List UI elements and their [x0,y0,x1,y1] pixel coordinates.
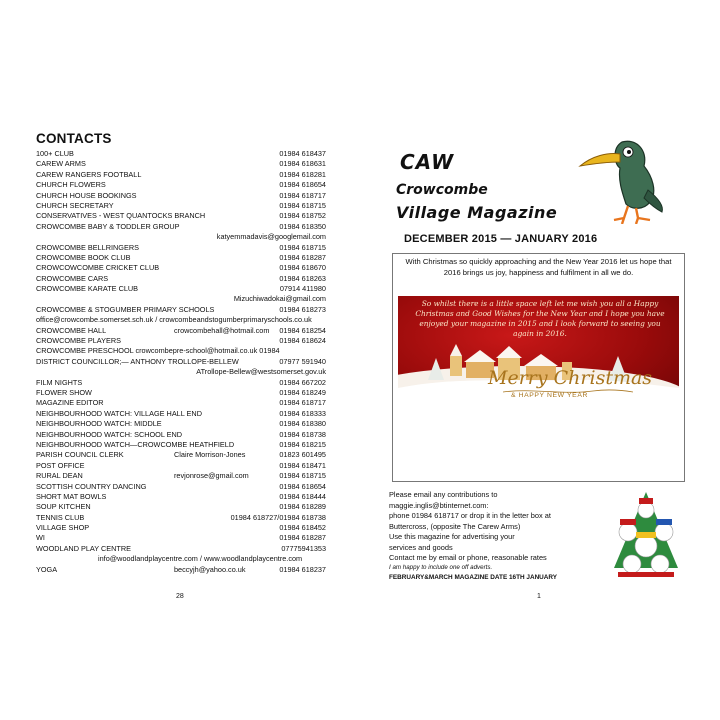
contact-phone: 01984 618654 [279,180,326,190]
contact-row [36,357,326,367]
contact-phone: 01984 618738 [279,429,326,439]
contact-name: TENNIS CLUB [36,512,85,522]
contact-row [36,149,326,159]
contact-phone: 07977 591940 [279,356,326,366]
info-line: phone 01984 618717 or drop it in the letter box at [389,511,551,520]
contact-row [36,388,326,398]
contact-row [36,336,326,346]
merry-christmas-text: Merry Christmas [488,367,653,389]
contact-name: CROWCOMBE PLAYERS [36,336,122,346]
contact-row [36,450,326,460]
contact-phone: 01984 618624 [279,336,326,346]
contact-name: VILLAGE SHOP [36,523,90,533]
contact-phone: 01984 618273 [279,304,326,314]
contact-email: Mizuchiwadokai@gmail.com [233,294,326,304]
page-number-right: 1 [537,593,541,600]
title-crowcombe: Crowcombe [396,182,488,198]
contact-row [36,253,326,263]
contact-phone: 01984 618287 [279,533,326,543]
contact-name: CROWCOWCOMBE CRICKET CLUB [36,263,160,273]
contact-phone: 01984 618237 [279,564,326,574]
contact-list [36,149,326,575]
contact-name: CROWCOMBE BELLRINGERS [36,242,139,252]
contact-row [36,201,326,211]
contact-row [36,346,326,356]
contact-email: ATrollope-Bellew@westsomerset.gov.uk [196,367,326,377]
contact-row [36,263,326,273]
contact-row [36,513,326,523]
contact-name: CONSERVATIVES - WEST QUANTOCKS BRANCH [36,211,206,221]
contact-phone: 07914 411980 [279,284,326,294]
info-line: maggie.inglis@btinternet.com: [389,501,489,510]
contact-row [36,180,326,190]
contact-name: CHURCH FLOWERS [36,180,106,190]
info-line: Buttercross, (opposite The Carew Arms) [389,522,521,531]
contact-phone: 01984 618263 [279,273,326,283]
contact-phone: 01984 618452 [279,523,326,533]
contact-name: WOODLAND PLAY CENTRE [36,543,132,553]
contact-row [36,482,326,492]
contact-row [36,284,326,294]
contact-phone: 01984 618281 [279,169,326,179]
contact-row [36,294,326,304]
contact-row [36,274,326,284]
contact-name: CHURCH SECRETARY [36,200,114,210]
contact-name: WI [36,533,45,543]
happy-new-year-text: & HAPPY NEW YEAR [511,392,588,399]
info-line: Contact me by email or phone, reasonable rates [389,553,547,562]
card-message: So whilst there is a little space left let me wish you all a Happy Christmas and Good Wishes for the New Year and I hope you have enjoyed your magazine in 2015 and I look forward to seeing you again in 2016. [415,299,665,338]
contact-row [36,409,326,419]
contact-name: NEIGHBOURHOOD WATCH: VILLAGE HALL END [36,408,202,418]
contact-row [36,430,326,440]
contact-row [36,502,326,512]
contact-phone: 01984 618333 [279,408,326,418]
contact-name: YOGA [36,564,58,574]
contact-phone: 01984 618717 [279,190,326,200]
info-line: Please email any contributions to [389,490,498,499]
contact-detail: crowcombehall@hotmail.com [174,325,270,335]
contact-phone: 01984 618437 [279,149,326,158]
contact-row [36,533,326,543]
contact-name: CROWCOMBE & STOGUMBER PRIMARY SCHOOLS [36,304,215,314]
contact-phone: 01984 618631 [279,159,326,169]
page-number-left: 28 [176,593,184,600]
contact-phone: 01984 618752 [279,211,326,221]
right-page [360,0,720,720]
contact-phone: 01984 618215 [279,439,326,449]
contact-detail: beccyjh@yahoo.co.uk [174,564,246,574]
contact-row [36,305,326,315]
contact-email: katyemmadavis@googlemail.com [216,232,326,242]
contact-phone: 07775941353 [281,543,326,553]
contact-row [36,471,326,481]
contact-detail: Claire Morrison-Jones [174,450,246,460]
contact-name: DISTRICT COUNCILLOR;— ANTHONY TROLLOPE-BELLEW [36,356,239,366]
contact-detail: revjonrose@gmail.com [174,471,249,481]
contact-row [36,440,326,450]
contact-phone: 01984 618289 [279,502,326,512]
contact-row [36,554,326,564]
contact-name: SHORT MAT BOWLS [36,491,107,501]
contact-name: CROWCOMBE CARS [36,273,109,283]
contact-phone: 01984 618717 [279,398,326,408]
contacts-heading: CONTACTS [36,131,112,146]
contact-name: SCOTTISH COUNTRY DANCING [36,481,147,491]
contact-detail: CROWCOMBE PRESCHOOL crowcombepre-school@hotmail.co.uk 01984 [36,346,280,356]
title-caw: CAW [400,150,455,174]
contact-name: CAREW ARMS [36,159,86,169]
contact-row [36,378,326,388]
contact-phone: 01823 601495 [279,450,326,460]
crow-illustration [578,136,668,224]
contact-phone: 01984 618471 [279,460,326,470]
contact-web: info@woodlandplaycentre.com / www.woodlandplaycentre.com [98,554,303,564]
contact-name: MAGAZINE EDITOR [36,398,104,408]
contact-row [36,243,326,253]
contact-row [36,211,326,221]
contact-phone: 01984 667202 [279,377,326,387]
contact-phone: 01984 618287 [279,252,326,262]
contact-phone: 01984 618727/01984 618738 [230,512,326,522]
advert-note: I am happy to include one off adverts. [389,564,493,571]
contact-phone: 01984 618380 [279,419,326,429]
contact-name: 100+ CLUB [36,149,74,158]
contact-row [36,326,326,336]
contact-row [36,419,326,429]
deadline-notice: FEBRUARY&MARCH MAGAZINE DATE 16TH JANUARY [389,574,558,581]
contact-row [36,544,326,554]
contact-detail: office@crowcombe.somerset.sch.uk / crowcombeandstogumberprimaryschools.co.uk [36,315,312,325]
snowmen-illustration [608,488,684,578]
greeting-box [392,253,685,482]
contact-phone: 01984 618654 [279,481,326,491]
contact-name: CROWCOMBE BABY & TODDLER GROUP [36,221,180,231]
contact-phone: 01984 618715 [279,242,326,252]
contact-name: CROWCOMBE HALL [36,325,107,335]
contact-row [36,222,326,232]
contact-row [36,492,326,502]
contact-phone: 01984 618249 [279,387,326,397]
contact-row [36,232,326,242]
contact-phone: 01984 618350 [279,221,326,231]
info-line: Use this magazine for advertising your [389,532,515,541]
contact-row [36,523,326,533]
issue-date: DECEMBER 2015 — JANUARY 2016 [404,233,598,245]
contact-name: PARISH COUNCIL CLERK [36,450,124,460]
contact-row [36,159,326,169]
contact-name: FLOWER SHOW [36,387,92,397]
contact-name: CROWCOMBE KARATE CLUB [36,284,139,294]
greeting-text: With Christmas so quickly approaching and the New Year 2016 let us hope that 2016 brings us joy, happiness and fulfilment in all we do. [405,257,672,277]
contact-row [36,315,326,325]
contact-name: CAREW RANGERS FOOTBALL [36,169,142,179]
contact-name: CHURCH HOUSE BOOKINGS [36,190,137,200]
title-village-magazine: Village Magazine [396,203,558,222]
contact-row [36,398,326,408]
contact-phone: 01984 618444 [279,491,326,501]
contact-name: FILM NIGHTS [36,377,83,387]
contact-row [36,170,326,180]
contact-phone: 01984 618715 [279,200,326,210]
contact-name: NEIGHBOURHOOD WATCH: SCHOOL END [36,429,183,439]
contact-phone: 01984 618715 [279,471,326,481]
contact-phone: 01984 618254 [279,325,326,335]
contact-row [36,461,326,471]
contact-name: SOUP KITCHEN [36,502,91,512]
contact-phone: 01984 618670 [279,263,326,273]
contact-row [36,367,326,377]
contact-name: NEIGHBOURHOOD WATCH: MIDDLE [36,419,162,429]
contact-name: NEIGHBOURHOOD WATCH—CROWCOMBE HEATHFIELD [36,439,235,449]
contact-name: CROWCOMBE BOOK CLUB [36,252,131,262]
contact-row [36,565,326,575]
contact-name: RURAL DEAN [36,471,83,481]
contact-name: POST OFFICE [36,460,85,470]
info-line: services and goods [389,543,453,552]
contact-row [36,191,326,201]
